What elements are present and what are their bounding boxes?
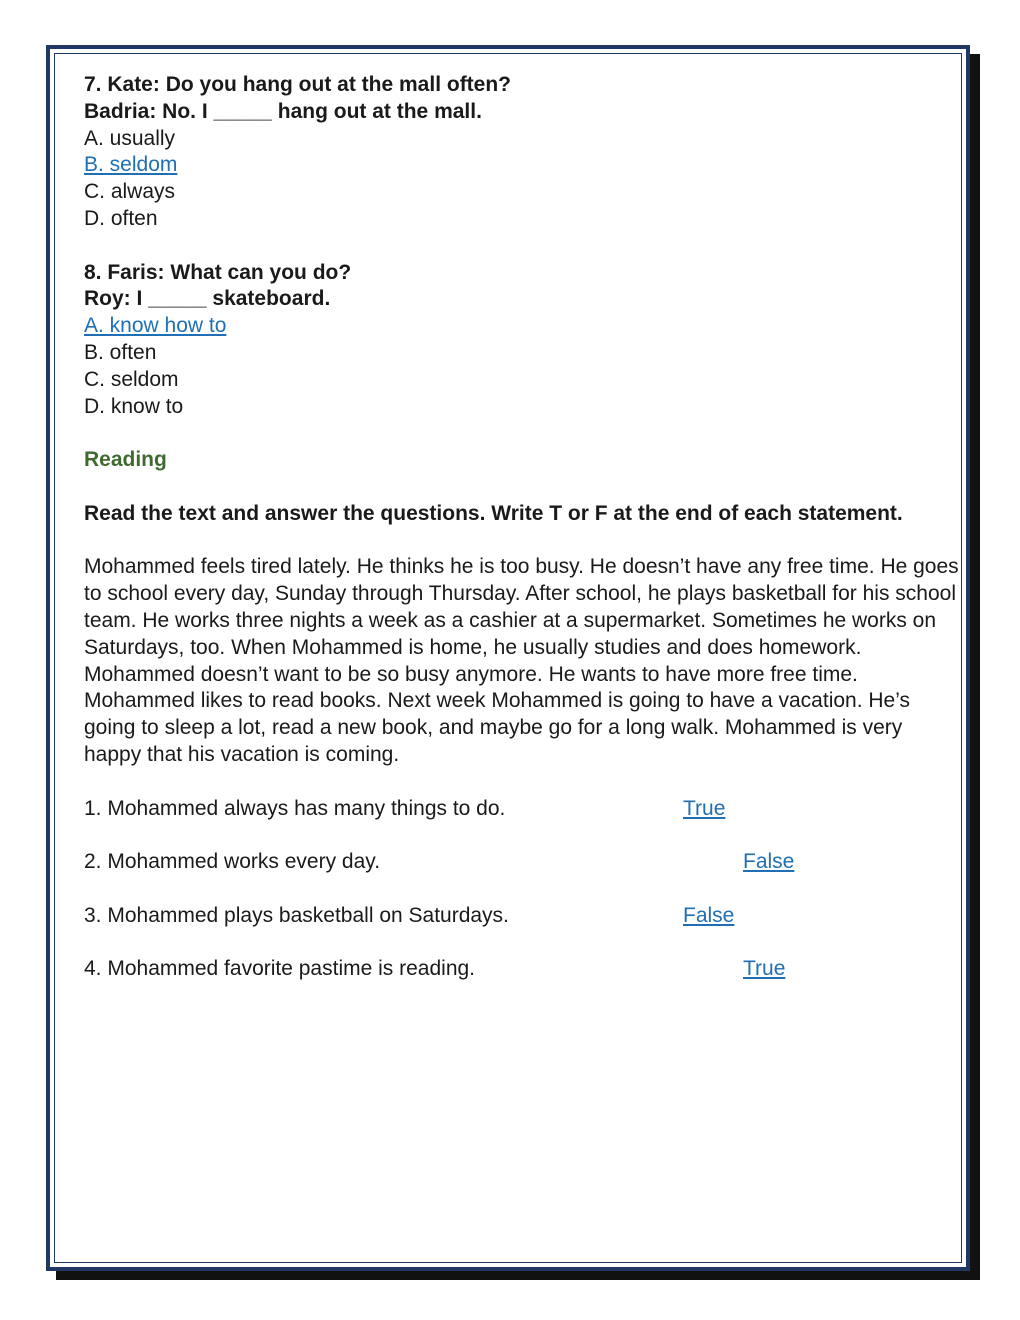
question-prompt: 7. Kate: Do you hang out at the mall often? <box>84 73 512 96</box>
option-d: D. know to <box>84 394 184 418</box>
reading-heading: Reading <box>84 448 167 472</box>
question-7 <box>84 72 964 233</box>
option-b: B. often <box>84 340 157 364</box>
option-d: D. often <box>84 206 158 230</box>
statement-row <box>84 956 964 983</box>
statement-answer-link[interactable]: True <box>683 796 726 820</box>
option-a-answer-link[interactable]: A. know how to <box>84 314 227 338</box>
reading-passage: Mohammed feels tired lately. He thinks he is too busy. He doesn’t have any free time. He goes to school every day, Sunday through Thursday. After school, he plays basketball for his school team. He works three nights a week as a cashier at a supermarket. Sometimes he works on Saturdays, too. When Mohammed is home, he usually studies and does homework. Mohammed doesn’t want to be so busy anymore. He wants to have more free time. Mohammed likes to read books. Next week Mohammed is going to have a vacation. He’s going to sleep a lot, read a new book, and maybe go for a long walk. Mohammed is very happy that his vacation is coming. <box>84 555 959 766</box>
option-a: A. usually <box>84 126 176 150</box>
option-c: C. always <box>84 180 176 204</box>
worksheet-content <box>84 72 964 983</box>
statement-row <box>84 903 964 930</box>
statement-answer-link[interactable]: False <box>683 903 735 927</box>
statement-row <box>84 796 964 823</box>
statement-text: 3. Mohammed plays basketball on Saturdays. <box>84 903 509 927</box>
question-8 <box>84 260 964 421</box>
option-c: C. seldom <box>84 367 179 391</box>
statement-answer-link[interactable]: False <box>743 850 795 874</box>
question-blank-line: Badria: No. I _____ hang out at the mall. <box>84 99 482 123</box>
question-blank-line: Roy: I _____ skateboard. <box>84 287 331 311</box>
reading-instruction: Read the text and answer the questions. Write T or F at the end of each statement. <box>84 501 903 525</box>
statement-text: 1. Mohammed always has many things to do. <box>84 796 506 820</box>
question-prompt: 8. Faris: What can you do? <box>84 260 352 284</box>
statement-row <box>84 849 964 876</box>
option-b-answer-link[interactable]: B. seldom <box>84 153 178 177</box>
statement-text: 4. Mohammed favorite pastime is reading. <box>84 957 476 981</box>
statement-answer-link[interactable]: True <box>743 957 786 981</box>
statement-text: 2. Mohammed works every day. <box>84 850 381 874</box>
